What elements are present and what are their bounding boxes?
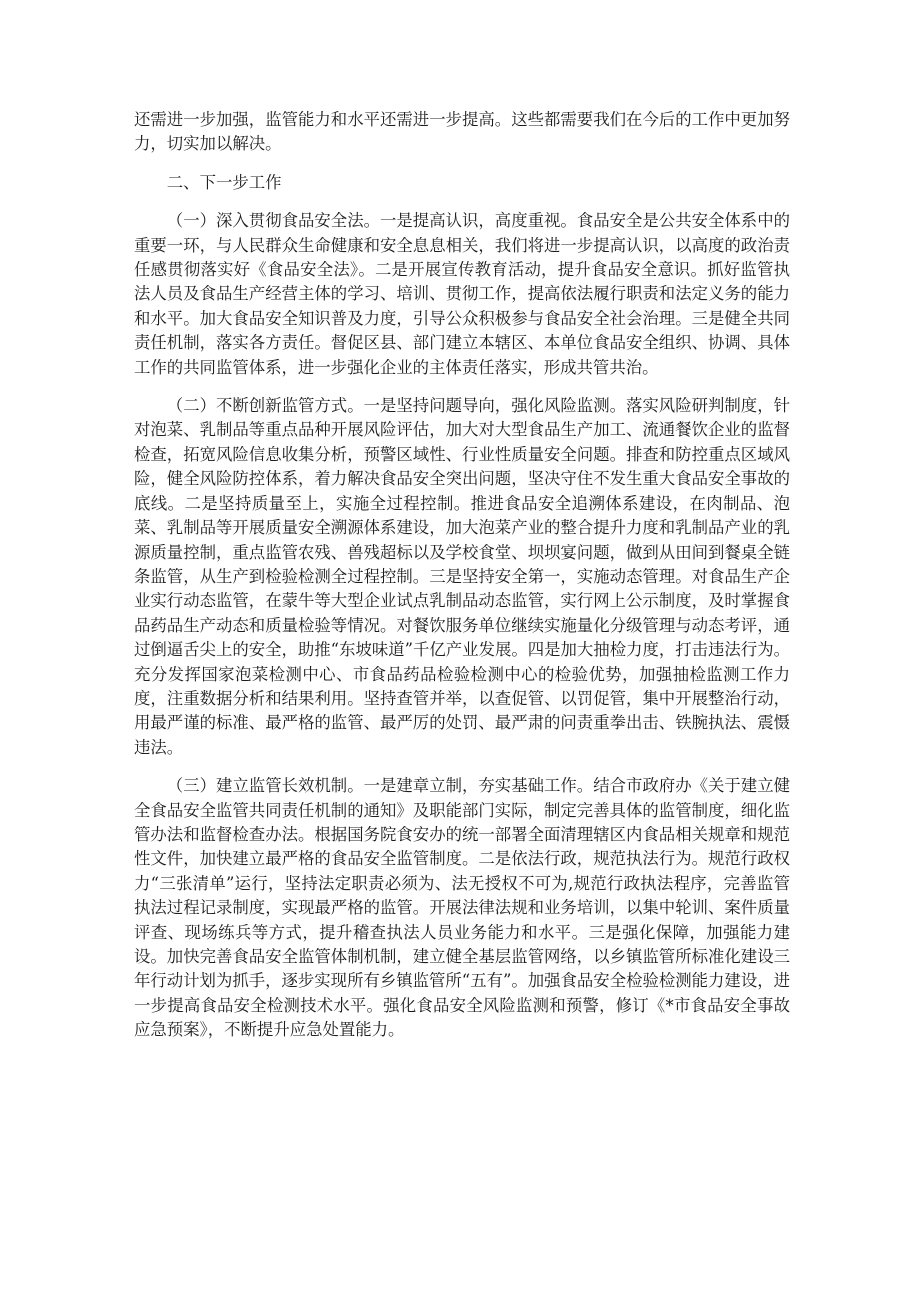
paragraph-long-term-mechanism: （三）建立监管长效机制。一是建章立制，夯实基础工作。结合市政府办《关于建立健全食品安全监管共同责任机制的通知》及职能部门实际，制定完善具体的监管制度，细化监管办法和监督检查办法。根据国务院食安办的统一部署全面清理辖区内食品相关规章和规范性文件，加快建立最严格的食品安全监管制度。二是依法行政，规范执法行为。规范行政权力“三张清单”运行，坚持法定职责必须为、法无授权不可为,规范行政执法程序，完善监管执法过程记录制度，实现最严格的监管。开展法律法规和业务培训，以集中轮训、案件质量评查、现场练兵等方式，提升稽查执法人员业务能力和水平。三是强化保障，加强能力建设。加快完善食品安全监管体制机制，建立健全基层监管网络，以乡镇监管所标准化建设三年行动计划为抓手，逐步实现所有乡镇监管所“五有”。加强食品安全检验检测能力建设，进一步提高食品安全检测技术水平。强化食品安全风险监测和预警，修订《*市食品安全事故应急预案》，不断提升应急处置能力。 (134, 776, 790, 1040)
paragraph-innovate-supervision: （二）不断创新监管方式。一是坚持问题导向，强化风险监测。落实风险研判制度，针对泡菜、乳制品等重点品种开展风险评估，加大对大型食品生产加工、流通餐饮企业的监督检查，拓宽风险信息收集分析，预警区域性、行业性质量安全问题。排查和防控重点区域风险，健全风险防控体系，着力解决食品安全突出问题，坚决守住不发生重大食品安全事故的底线。二是坚持质量至上，实施全过程控制。推进食品安全追溯体系建设，在肉制品、泡菜、乳制品等开展质量安全溯源体系建设，加大泡菜产业的整合提升力度和乳制品产业的乳源质量控制，重点监管农残、兽残超标以及学校食堂、坝坝宴问题，做到从田间到餐桌全链条监管，从生产到检验检测全过程控制。三是坚持安全第一，实施动态管理。对食品生产企业实行动态监管，在蒙牛等大型企业试点乳制品动态监管，实行网上公示制度，及时掌握食品药品生产动态和质量检验等情况。对餐饮服务单位继续实施量化分级管理与动态考评，通过倒逼舌尖上的安全，助推“东坡味道”千亿产业发展。四是加大抽检力度，打击违法行为。充分发挥国家泡菜检测中心、市食品药品检验检测中心的检验优势，加强抽检监测工作力度，注重数据分析和结果利用。坚持查管并举，以查促管、以罚促管，集中开展整治行动，用最严谨的标准、最严格的监管、最严厉的处罚、最严肃的问责重拳出击、铁腕执法、震慑违法。 (134, 396, 790, 757)
document-page (134, 108, 790, 1057)
continuation-paragraph: 还需进一步加强，监管能力和水平还需进一步提高。这些都需要我们在今后的工作中更加努力，切实加以解决。 (134, 110, 790, 154)
section-heading: 二、下一步工作 (166, 172, 282, 192)
paragraph-implement-food-safety-law: （一）深入贯彻食品安全法。一是提高认识，高度重视。食品安全是公共安全体系中的重要一环，与人民群众生命健康和安全息息相关，我们将进一步提高认识，以高度的政治责任感贯彻落实好《食品安全法》。二是开展宣传教育活动，提升食品安全意识。抓好监管执法人员及食品生产经营主体的学习、培训、贯彻工作，提高依法履行职责和法定义务的能力和水平。加大食品安全知识普及力度，引导公众积极参与食品安全社会治理。三是健全共同责任机制，落实各方责任。督促区县、部门建立本辖区、本单位食品安全组织、协调、具体工作的共同监管体系，进一步强化企业的主体责任落实，形成共管共治。 (134, 211, 790, 377)
